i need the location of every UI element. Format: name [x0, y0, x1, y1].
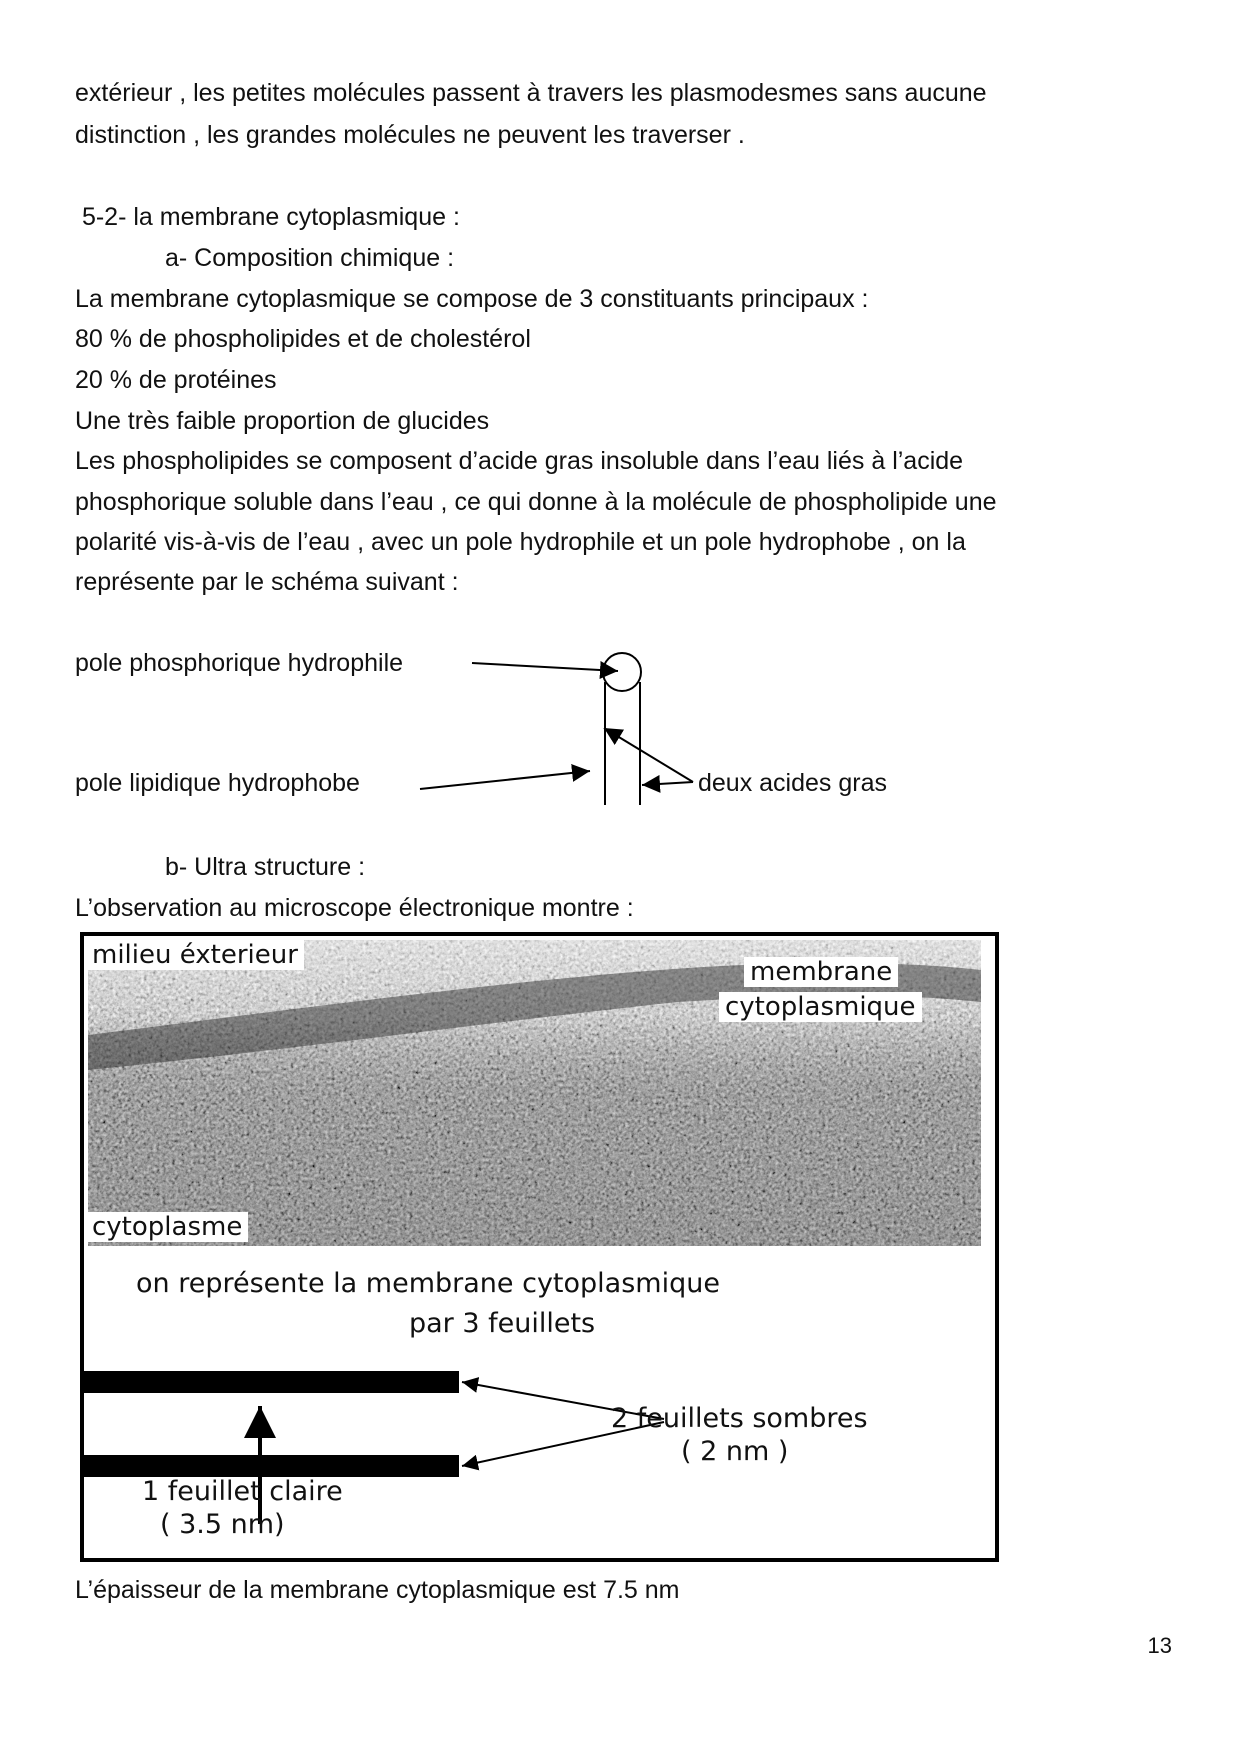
phospholipid-schematic — [0, 0, 1240, 820]
page-number: 13 — [1147, 1633, 1172, 1658]
phospho-line-2: phosphorique soluble dans l’eau , ce qui donne à la molécule de phospholipide une — [75, 488, 997, 516]
label-membrane-1: membrane — [744, 957, 898, 987]
list-item-proteins: 20 % de protéines — [75, 366, 277, 394]
arrow-hydrophobic — [420, 771, 590, 789]
label-membrane-2: cytoplasmique — [719, 992, 922, 1022]
label-fatty-acids: deux acides gras — [698, 769, 888, 797]
phospho-line-3: polarité vis-à-vis de l’eau , avec un pole hydrophile et un pole hydrophobe , on la — [75, 528, 966, 556]
intro-line-2: distinction , les grandes molécules ne peuvent les traverser . — [75, 121, 745, 149]
leaflet-arrows — [84, 936, 999, 1562]
arrow-fatty-acid-1 — [604, 728, 693, 782]
section-heading: 5-2- la membrane cytoplasmique : — [75, 203, 460, 231]
label-hydrophilic-pole: pole phosphorique hydrophile — [75, 649, 404, 677]
list-item-lipids: 80 % de phospholipides et de cholestérol — [75, 325, 531, 353]
label-dark-leaflets-1: 2 feuillets sombres — [611, 1403, 868, 1434]
subsection-b-heading: b- Ultra structure : — [165, 853, 366, 881]
caption-line-2: par 3 feuillets — [409, 1308, 596, 1339]
observation-text: L’observation au microscope électronique montre : — [75, 894, 634, 922]
subsection-a-heading: a- Composition chimique : — [165, 244, 455, 272]
phospho-line-4: représente par le schéma suivant : — [75, 568, 459, 596]
arrow-fatty-acid-2 — [642, 782, 693, 785]
label-cytoplasm: cytoplasme — [86, 1212, 248, 1242]
thickness-statement: L’épaisseur de la membrane cytoplasmique est 7.5 nm — [75, 1576, 680, 1604]
em-figure — [80, 932, 999, 1562]
label-hydrophobic-pole: pole lipidique hydrophobe — [75, 769, 360, 797]
label-outside-medium: milieu éxterieur — [86, 940, 304, 970]
label-dark-leaflets-2: ( 2 nm ) — [681, 1436, 789, 1467]
list-item-glucides: Une très faible proportion de glucides — [75, 407, 490, 435]
label-light-leaflet-1: 1 feuillet claire — [142, 1476, 343, 1507]
caption-line-1: on représente la membrane cytoplasmique — [136, 1268, 720, 1299]
phosphate-head — [603, 653, 641, 691]
composition-intro: La membrane cytoplasmique se compose de 3 constituants principaux : — [75, 285, 869, 313]
intro-line-1: extérieur , les petites molécules passent à travers les plasmodesmes sans aucune — [75, 79, 987, 107]
arrow-hydrophilic — [472, 663, 618, 671]
label-light-leaflet-2: ( 3.5 nm) — [160, 1509, 285, 1540]
phospho-line-1: Les phospholipides se composent d’acide gras insoluble dans l’eau liés à l’acide — [75, 447, 964, 475]
